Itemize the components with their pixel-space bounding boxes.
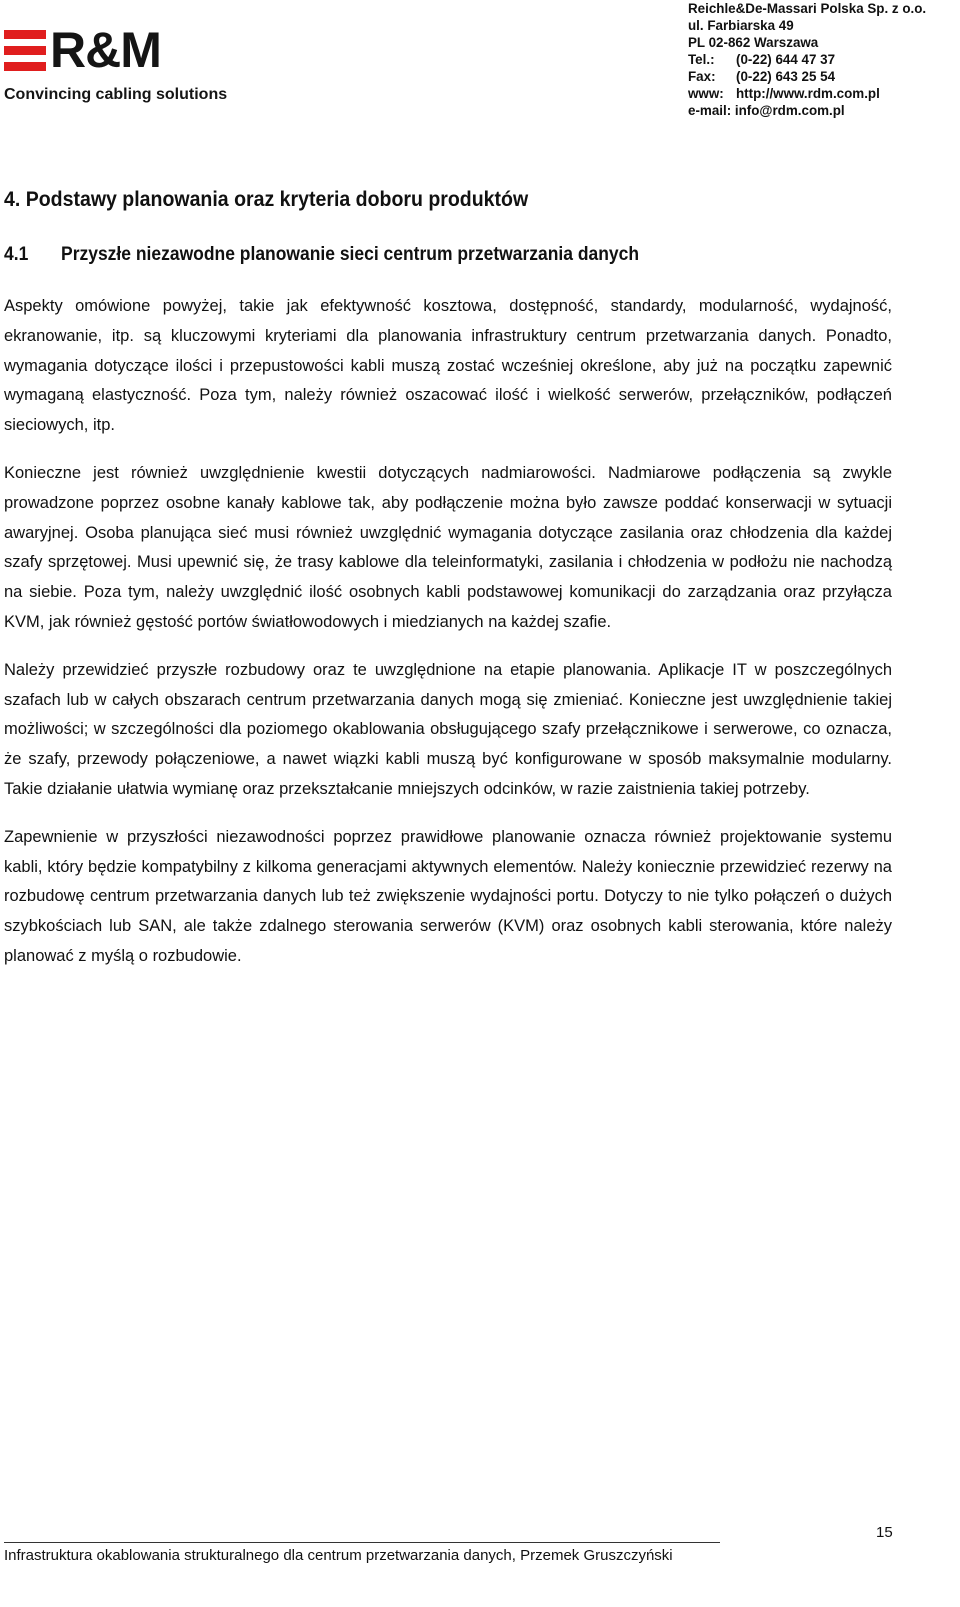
page-number: 15 [876, 1524, 893, 1541]
subsection-title: Przyszłe niezawodne planowanie sieci centrum przetwarzania danych [61, 244, 640, 265]
company-email[interactable]: e-mail: info@rdm.com.pl [688, 103, 845, 118]
logo-mark [4, 22, 244, 78]
company-tel-row [688, 51, 958, 68]
fax-value: (0-22) 643 25 54 [736, 69, 836, 84]
subsection-number: 4.1 [4, 244, 29, 265]
body-text [4, 292, 892, 990]
logo-red-bars-icon [4, 30, 46, 72]
company-address-block [688, 0, 958, 119]
tel-value: (0-22) 644 47 37 [736, 52, 836, 67]
tel-label: Tel.: [688, 52, 715, 67]
paragraph-4: Zapewnienie w przyszłości niezawodności poprzez prawidłowe planowanie oznacza również projektowanie systemu kabli, który będzie kompatybilny z kilkoma generacjami aktywnych elementów. Należy koniecznie przewidzieć rezerwy na rozbudowę centrum przetwarzania danych lub też zwiększenie wydajności portu. Dotyczy to nie tylko połączeń o dużych szybkościach lub SAN, ale także zdalnego sterowania serwerów (KVM) oraz osobnych kabli sterowania, które należy planować z myślą o rozbudowie. [4, 827, 892, 965]
footer-text: Infrastruktura okablowania strukturalnego dla centrum przetwarzania danych, Przemek Gruszczyński [4, 1547, 673, 1564]
company-city: PL 02-862 Warszawa [688, 35, 819, 50]
paragraph-3: Należy przewidzieć przyszłe rozbudowy oraz te uwzględnione na etapie planowania. Aplikacje IT w poszczególnych szafach lub w całych obszarach centrum przetwarzania danych mogą się zmieniać. Konieczne jest uwzględnienie takiej możliwości; w szczególności dla poziomego okablowania obsługującego szafy przełącznikowe i serwerowe, co oznacza, że szafy, przewody połączeniowe, a nawet wiązki kabli muszą być konfigurowane w sposób maksymalnie modularny. Takie działanie ułatwia wymianę oraz przekształcanie mniejszych odcinków, w razie zaistnienia takiej potrzeby. [4, 660, 892, 798]
paragraph-1: Aspekty omówione powyżej, takie jak efektywność kosztowa, dostępność, standardy, modularność, wydajność, ekranowanie, itp. są kluczowymi kryteriami dla planowania infrastruktury centrum przetwarzania danych. Ponadto, wymagania dotyczące ilości i przepustowości kabli muszą zostać wcześniej określone, aby już na początku zapewnić wymaganą elastyczność. Poza tym, należy również oszacować ilość i wielkość serwerów, przełączników, podłączeń sieciowych, itp. [4, 297, 892, 435]
company-name: Reichle&De-Massari Polska Sp. z o.o. [688, 1, 927, 16]
www-link[interactable]: http://www.rdm.com.pl [736, 86, 880, 101]
company-www-row [688, 85, 958, 102]
logo-text: R&M [50, 22, 161, 78]
fax-label: Fax: [688, 69, 716, 84]
company-fax-row [688, 68, 958, 85]
subsection-heading [4, 244, 887, 266]
section-heading: 4. Podstawy planowania oraz kryteria doboru produktów [4, 188, 529, 211]
footer-divider [4, 1542, 720, 1543]
www-label: www: [688, 86, 724, 101]
company-logo [4, 22, 244, 116]
paragraph-2: Konieczne jest również uwzględnienie kwestii dotyczących nadmiarowości. Nadmiarowe podłączenia są zwykle prowadzone poprzez osobne kanały kablowe tak, aby podłączenie można było zawsze poddać konserwacji w sytuacji awaryjnej. Osoba planująca sieć musi również uwzględnić wymagania dotyczące zasilania oraz chłodzenia dla każdej szafy sprzętowej. Musi upewnić się, że trasy kablowe dla teleinformatyki, zasilania i chłodzenia w podłożu nie nachodzą na siebie. Poza tym, należy uwzględnić ilość osobnych kabli podstawowej komunikacji do zarządzania oraz przyłącza KVM, jak również gęstość portów światłowodowych i miedzianych na każdej szafie. [4, 463, 892, 631]
logo-tagline: Convincing cabling solutions [4, 86, 228, 103]
company-street: ul. Farbiarska 49 [688, 18, 794, 33]
